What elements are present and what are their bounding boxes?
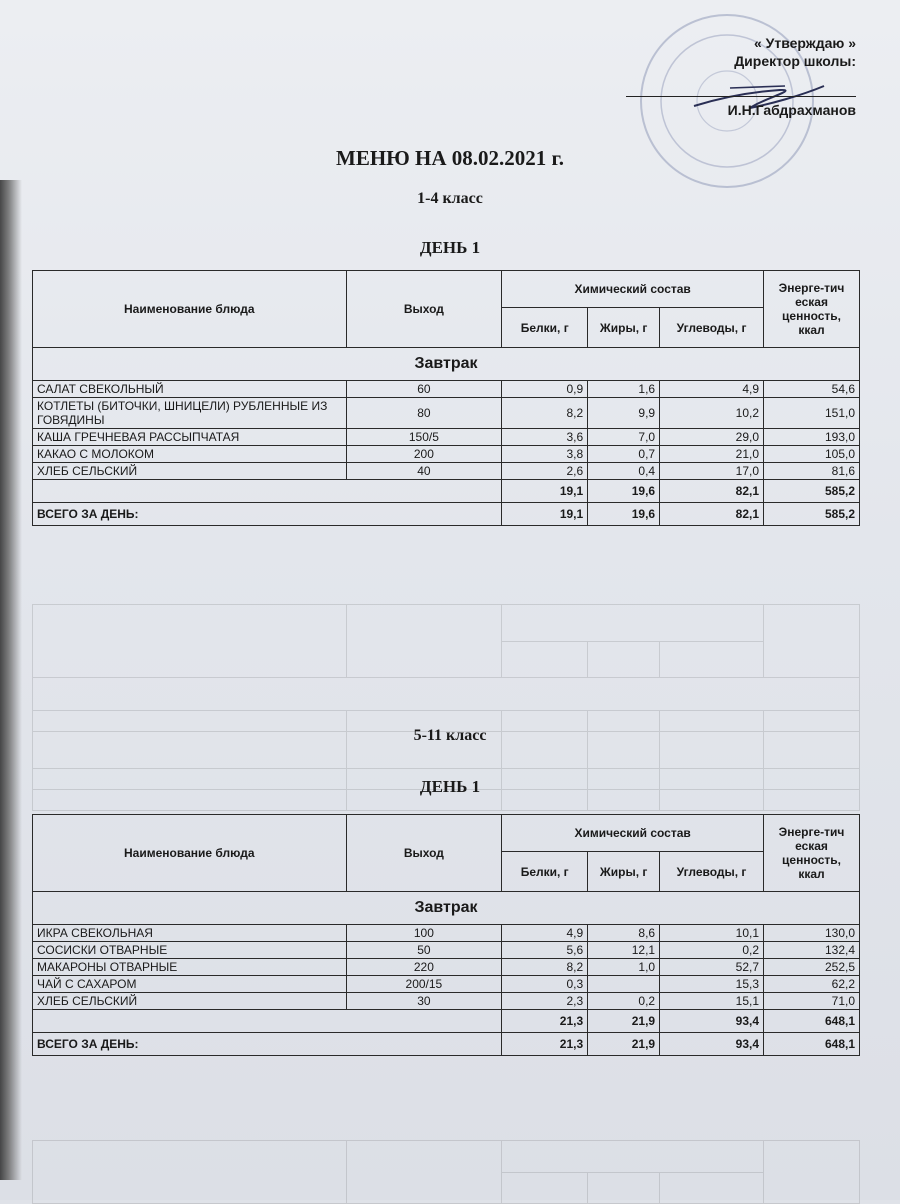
total-protein: 19,1 <box>502 503 588 526</box>
table-row <box>33 959 860 976</box>
dish-name-cell: ХЛЕБ СЕЛЬСКИЙ <box>33 993 347 1010</box>
subtotal-row <box>33 480 860 503</box>
dish-carbs-cell: 0,2 <box>660 942 764 959</box>
header-protein: Белки, г <box>502 308 588 348</box>
dish-fat-cell: 8,6 <box>588 925 660 942</box>
dish-yield-cell: 200 <box>346 446 502 463</box>
subtotal-label <box>33 1010 502 1033</box>
subtotal-protein: 19,1 <box>502 480 588 503</box>
total-carbs: 93,4 <box>660 1033 764 1056</box>
dish-yield-cell: 220 <box>346 959 502 976</box>
menu-table-grades-5-11 <box>32 814 860 1056</box>
dish-name-cell: КОТЛЕТЫ (БИТОЧКИ, ШНИЦЕЛИ) РУБЛЕННЫЕ ИЗ ГОВЯДИНЫ <box>33 398 347 429</box>
header-chem: Химический состав <box>502 271 764 308</box>
meal-row <box>33 348 860 381</box>
meal-label: Завтрак <box>33 348 860 381</box>
dish-energy-cell: 252,5 <box>764 959 860 976</box>
header-protein: Белки, г <box>502 852 588 892</box>
dish-protein-cell: 2,3 <box>502 993 588 1010</box>
dish-name-cell: КАКАО С МОЛОКОМ <box>33 446 347 463</box>
header-yield: Выход <box>346 815 502 892</box>
table-header-row <box>33 815 860 852</box>
header-fat: Жиры, г <box>588 852 660 892</box>
dish-yield-cell: 200/15 <box>346 976 502 993</box>
approval-heading: « Утверждаю » <box>753 35 856 51</box>
total-energy: 585,2 <box>764 503 860 526</box>
total-energy: 648,1 <box>764 1033 860 1056</box>
subtotal-label <box>33 480 502 503</box>
subtotal-fat: 19,6 <box>588 480 660 503</box>
dish-energy-cell: 193,0 <box>764 429 860 446</box>
dish-fat-cell: 0,2 <box>588 993 660 1010</box>
subtotal-energy: 585,2 <box>764 480 860 503</box>
header-carbs: Углеводы, г <box>660 852 764 892</box>
table-row <box>33 463 860 480</box>
dish-energy-cell: 130,0 <box>764 925 860 942</box>
menu-table-grades-1-4 <box>32 270 860 526</box>
dish-yield-cell: 30 <box>346 993 502 1010</box>
dish-carbs-cell: 15,1 <box>660 993 764 1010</box>
meal-label: Завтрак <box>33 892 860 925</box>
table-row <box>33 993 860 1010</box>
table-row <box>33 429 860 446</box>
dish-name-cell: ИКРА СВЕКОЛЬНАЯ <box>33 925 347 942</box>
header-yield: Выход <box>346 271 502 348</box>
header-fat: Жиры, г <box>588 308 660 348</box>
header-dish: Наименование блюда <box>33 815 347 892</box>
dish-fat-cell: 1,6 <box>588 381 660 398</box>
day-heading-1: ДЕНЬ 1 <box>419 238 481 257</box>
dish-name-cell: ХЛЕБ СЕЛЬСКИЙ <box>33 463 347 480</box>
dish-name-cell: МАКАРОНЫ ОТВАРНЫЕ <box>33 959 347 976</box>
table-row <box>33 381 860 398</box>
dish-energy-cell: 151,0 <box>764 398 860 429</box>
subtotal-carbs: 93,4 <box>660 1010 764 1033</box>
dish-protein-cell: 4,9 <box>502 925 588 942</box>
header-dish: Наименование блюда <box>33 271 347 348</box>
total-label: ВСЕГО ЗА ДЕНЬ: <box>33 1033 502 1056</box>
signature-line <box>626 84 856 97</box>
dish-protein-cell: 0,3 <box>502 976 588 993</box>
total-label: ВСЕГО ЗА ДЕНЬ: <box>33 503 502 526</box>
dish-protein-cell: 3,8 <box>502 446 588 463</box>
dish-protein-cell: 5,6 <box>502 942 588 959</box>
dish-protein-cell: 3,6 <box>502 429 588 446</box>
dish-name-cell: САЛАТ СВЕКОЛЬНЫЙ <box>33 381 347 398</box>
dish-fat-cell: 9,9 <box>588 398 660 429</box>
dish-carbs-cell: 29,0 <box>660 429 764 446</box>
dish-carbs-cell: 4,9 <box>660 381 764 398</box>
dish-yield-cell: 50 <box>346 942 502 959</box>
subtotal-fat: 21,9 <box>588 1010 660 1033</box>
dish-fat-cell: 0,4 <box>588 463 660 480</box>
header-energy: Энерге-тич еская ценность, ккал <box>764 271 860 348</box>
meal-row <box>33 892 860 925</box>
table-row <box>33 976 860 993</box>
total-row <box>33 1033 860 1056</box>
table-row <box>33 942 860 959</box>
dish-rows <box>33 925 860 1010</box>
subtotal-row <box>33 1010 860 1033</box>
dish-carbs-cell: 15,3 <box>660 976 764 993</box>
dish-protein-cell: 2,6 <box>502 463 588 480</box>
page-edge-shadow <box>0 180 22 1180</box>
dish-rows <box>33 381 860 480</box>
approval-block <box>626 34 856 119</box>
dish-fat-cell: 0,7 <box>588 446 660 463</box>
total-protein: 21,3 <box>502 1033 588 1056</box>
header-chem: Химический состав <box>502 815 764 852</box>
dish-protein-cell: 0,9 <box>502 381 588 398</box>
grade-heading-2: 5-11 класс <box>413 727 487 744</box>
dish-protein-cell: 8,2 <box>502 959 588 976</box>
dish-yield-cell: 60 <box>346 381 502 398</box>
dish-carbs-cell: 52,7 <box>660 959 764 976</box>
dish-yield-cell: 80 <box>346 398 502 429</box>
grade-heading-1: 1-4 класс <box>417 190 483 207</box>
total-fat: 19,6 <box>588 503 660 526</box>
dish-fat-cell <box>588 976 660 993</box>
dish-energy-cell: 105,0 <box>764 446 860 463</box>
dish-energy-cell: 132,4 <box>764 942 860 959</box>
dish-carbs-cell: 21,0 <box>660 446 764 463</box>
dish-yield-cell: 100 <box>346 925 502 942</box>
dish-yield-cell: 150/5 <box>346 429 502 446</box>
total-row <box>33 503 860 526</box>
dish-carbs-cell: 17,0 <box>660 463 764 480</box>
dish-energy-cell: 54,6 <box>764 381 860 398</box>
dish-fat-cell: 1,0 <box>588 959 660 976</box>
dish-energy-cell: 71,0 <box>764 993 860 1010</box>
subtotal-carbs: 82,1 <box>660 480 764 503</box>
approval-position: Директор школы: <box>734 53 856 69</box>
dish-fat-cell: 12,1 <box>588 942 660 959</box>
subtotal-energy: 648,1 <box>764 1010 860 1033</box>
header-energy: Энерге-тич еская ценность, ккал <box>764 815 860 892</box>
dish-carbs-cell: 10,2 <box>660 398 764 429</box>
total-fat: 21,9 <box>588 1033 660 1056</box>
subtotal-protein: 21,3 <box>502 1010 588 1033</box>
bleed-through-ghost-bottom <box>32 1140 860 1204</box>
dish-name-cell: КАША ГРЕЧНЕВАЯ РАССЫПЧАТАЯ <box>33 429 347 446</box>
dish-yield-cell: 40 <box>346 463 502 480</box>
dish-carbs-cell: 10,1 <box>660 925 764 942</box>
dish-energy-cell: 62,2 <box>764 976 860 993</box>
director-name: И.Н.Габдрахманов <box>727 102 856 118</box>
dish-name-cell: СОСИСКИ ОТВАРНЫЕ <box>33 942 347 959</box>
dish-protein-cell: 8,2 <box>502 398 588 429</box>
day-heading-2: ДЕНЬ 1 <box>419 777 481 796</box>
dish-fat-cell: 7,0 <box>588 429 660 446</box>
header-carbs: Углеводы, г <box>660 308 764 348</box>
table-header-row <box>33 271 860 308</box>
dish-name-cell: ЧАЙ С САХАРОМ <box>33 976 347 993</box>
menu-title: МЕНЮ НА 08.02.2021 г. <box>336 146 564 170</box>
table-row <box>33 925 860 942</box>
total-carbs: 82,1 <box>660 503 764 526</box>
dish-energy-cell: 81,6 <box>764 463 860 480</box>
table-row <box>33 446 860 463</box>
table-row <box>33 398 860 429</box>
